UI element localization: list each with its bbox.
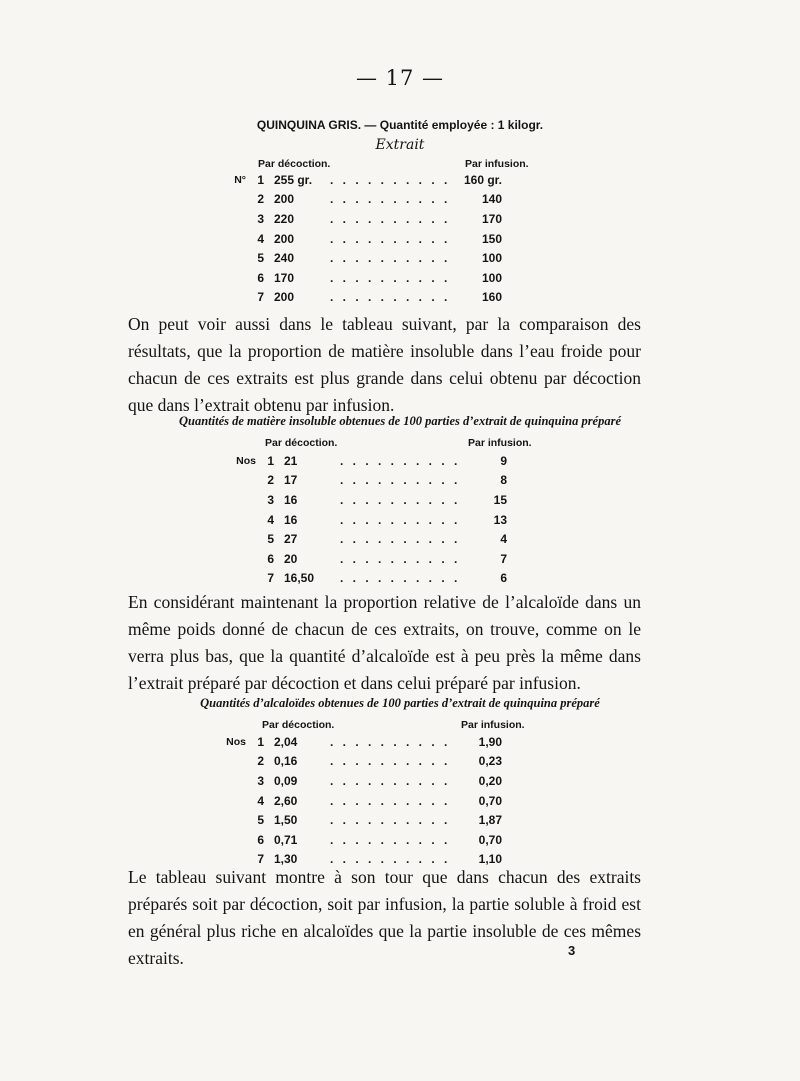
decoction-value: 0,71: [274, 832, 298, 847]
leader-dots: . . . . . . . . . .: [340, 532, 461, 547]
decoction-value: 255 gr.: [274, 172, 313, 187]
row-prefix: [212, 229, 250, 249]
decoction-value: 0,16: [274, 754, 298, 769]
infusion-value: 7: [500, 551, 507, 566]
leader-dots: . . . . . . . . . .: [330, 231, 451, 246]
decoction-value: 220: [274, 211, 295, 226]
decoction-value: 2,60: [274, 793, 298, 808]
row-number: 7: [257, 290, 264, 305]
row-prefix: [212, 752, 250, 772]
table-row: [212, 810, 502, 830]
infusion-value: 1,90: [478, 734, 502, 749]
row-prefix: [222, 510, 260, 530]
table-row: [222, 451, 507, 471]
row-number: 1: [257, 734, 264, 749]
table-row: [212, 752, 502, 772]
decoction-value: 27: [284, 532, 298, 547]
infusion-value: 140: [481, 192, 502, 207]
row-number: 3: [257, 773, 264, 788]
row-number: 1: [257, 172, 264, 187]
infusion-value: 150: [481, 231, 502, 246]
infusion-value: 100: [481, 251, 502, 266]
table3: [212, 732, 502, 869]
table-row: [212, 190, 502, 210]
table-row: [212, 248, 502, 268]
row-number: 6: [267, 551, 274, 566]
infusion-value: 100: [481, 270, 502, 285]
leader-dots: . . . . . . . . . .: [340, 453, 461, 468]
page-number: — 17 —: [355, 66, 445, 90]
table-row: [212, 170, 502, 190]
table-row: [222, 490, 507, 510]
decoction-value: 170: [274, 270, 295, 285]
infusion-value: 170: [481, 211, 502, 226]
table-row: [212, 229, 502, 249]
row-prefix: [212, 248, 250, 268]
leader-dots: . . . . . . . . . .: [330, 813, 451, 828]
decoction-value: 16,50: [284, 571, 315, 586]
row-prefix: [222, 471, 260, 491]
row-prefix: [222, 569, 260, 589]
leader-dots: . . . . . . . . . .: [340, 512, 461, 527]
row-prefix: [212, 288, 250, 308]
leader-dots: . . . . . . . . . .: [330, 211, 451, 226]
infusion-value: 0,20: [478, 773, 502, 788]
infusion-value: 0,70: [478, 793, 502, 808]
row-prefix: [222, 529, 260, 549]
table-row: [222, 510, 507, 530]
leader-dots: . . . . . . . . . .: [330, 734, 451, 749]
row-prefix: Nos: [226, 735, 246, 748]
leader-dots: . . . . . . . . . .: [330, 251, 451, 266]
table-row: [222, 549, 507, 569]
row-prefix: [212, 830, 250, 850]
table2-col-infusion: Par infusion.: [468, 437, 532, 449]
table1-col-infusion: Par infusion.: [465, 158, 529, 170]
leader-dots: . . . . . . . . . .: [330, 832, 451, 847]
table1-subtitle: Extrait: [375, 137, 425, 153]
leader-dots: . . . . . . . . . .: [330, 172, 451, 187]
leader-dots: . . . . . . . . . .: [340, 473, 461, 488]
table3-col-decoction: Par décoction.: [262, 719, 335, 731]
paragraph-2: En considérant maintenant la proportion relative de l’alcaloïde dans un même poids donné de chacun de ces extraits, on trouve, comme on le verra plus bas, que la quantité d’alcaloïde est à peu près la même dans l’extrait préparé par décoction et dans celui préparé par infusion.: [128, 592, 641, 693]
leader-dots: . . . . . . . . . .: [340, 571, 461, 586]
table3-col-infusion: Par infusion.: [461, 719, 525, 731]
row-prefix: [212, 810, 250, 830]
row-prefix: [212, 268, 250, 288]
table2-caption: Quantités de matière insoluble obtenues de 100 parties d’extrait de quinquina préparé: [178, 414, 622, 428]
table-row: [212, 732, 502, 752]
row-number: 6: [257, 832, 264, 847]
table-row: [212, 791, 502, 811]
decoction-value: 0,09: [274, 773, 298, 788]
infusion-value: 6: [500, 571, 507, 586]
table1-title: QUINQUINA GRIS. — Quantité employée : 1 kilogr.: [256, 118, 544, 132]
leader-dots: . . . . . . . . . .: [330, 852, 451, 867]
row-number: 1: [267, 453, 274, 468]
infusion-value: 8: [500, 473, 507, 488]
decoction-value: 16: [284, 512, 298, 527]
table2: [222, 451, 507, 588]
decoction-value: 2,04: [274, 734, 298, 749]
leader-dots: . . . . . . . . . .: [330, 290, 451, 305]
table3-caption: Quantités d’alcaloïdes obtenues de 100 parties d’extrait de quinquina préparé: [200, 696, 600, 710]
row-prefix: Nos: [236, 454, 256, 467]
row-number: 5: [267, 532, 274, 547]
infusion-value: 4: [500, 532, 507, 547]
table-row: [212, 268, 502, 288]
infusion-value: 0,70: [478, 832, 502, 847]
row-number: 5: [257, 813, 264, 828]
infusion-value: 1,87: [478, 813, 502, 828]
row-prefix: [222, 549, 260, 569]
table1-col-decoction: Par décoction.: [258, 158, 331, 170]
decoction-value: 200: [274, 290, 295, 305]
row-prefix: [222, 490, 260, 510]
row-prefix: [212, 791, 250, 811]
infusion-value: 160 gr.: [463, 172, 502, 187]
paragraph-3: Le tableau suivant montre à son tour que dans chacun des extraits préparés soit par décoction, soit par infusion, la partie soluble à froid est en général plus riche en alcaloïdes que la partie insoluble de ces mêmes extraits.: [128, 867, 641, 968]
row-prefix: N°: [234, 173, 246, 186]
decoction-value: 200: [274, 231, 295, 246]
row-number: 6: [257, 270, 264, 285]
decoction-value: 21: [284, 453, 298, 468]
row-number: 4: [257, 793, 264, 808]
infusion-value: 13: [493, 512, 507, 527]
table-row: [212, 209, 502, 229]
leader-dots: . . . . . . . . . .: [340, 492, 461, 507]
decoction-value: 1,50: [274, 813, 298, 828]
row-number: 5: [257, 251, 264, 266]
table-row: [212, 288, 502, 308]
row-prefix: [212, 771, 250, 791]
row-number: 7: [267, 571, 274, 586]
decoction-value: 240: [274, 251, 295, 266]
row-number: 3: [267, 492, 274, 507]
infusion-value: 0,23: [478, 754, 502, 769]
row-number: 7: [257, 852, 264, 867]
decoction-value: 200: [274, 192, 295, 207]
leader-dots: . . . . . . . . . .: [330, 773, 451, 788]
decoction-value: 16: [284, 492, 298, 507]
leader-dots: . . . . . . . . . .: [340, 551, 461, 566]
table-row: [222, 529, 507, 549]
table-row: [212, 771, 502, 791]
signature-mark: 3: [568, 943, 576, 958]
row-number: 4: [267, 512, 274, 527]
row-number: 2: [257, 754, 264, 769]
row-number: 4: [257, 231, 264, 246]
table-row: [222, 569, 507, 589]
table-row: [222, 471, 507, 491]
leader-dots: . . . . . . . . . .: [330, 754, 451, 769]
paragraph-1: On peut voir aussi dans le tableau suivant, par la comparaison des résultats, que la proportion de matière insoluble dans l’eau froide pour chacun de ces extraits est plus grande dans celui obtenu par décoction que dans l’extrait obtenu par infusion.: [128, 314, 641, 415]
leader-dots: . . . . . . . . . .: [330, 270, 451, 285]
row-prefix: [212, 209, 250, 229]
row-number: 2: [257, 192, 264, 207]
decoction-value: 1,30: [274, 852, 298, 867]
infusion-value: 160: [481, 290, 502, 305]
leader-dots: . . . . . . . . . .: [330, 793, 451, 808]
row-number: 2: [267, 473, 274, 488]
table-row: [212, 830, 502, 850]
decoction-value: 20: [284, 551, 298, 566]
infusion-value: 15: [493, 492, 507, 507]
row-prefix: [212, 190, 250, 210]
table2-col-decoction: Par décoction.: [265, 437, 338, 449]
decoction-value: 17: [284, 473, 298, 488]
leader-dots: . . . . . . . . . .: [330, 192, 451, 207]
infusion-value: 1,10: [478, 852, 502, 867]
table1: [212, 170, 502, 307]
infusion-value: 9: [500, 453, 507, 468]
row-number: 3: [257, 211, 264, 226]
